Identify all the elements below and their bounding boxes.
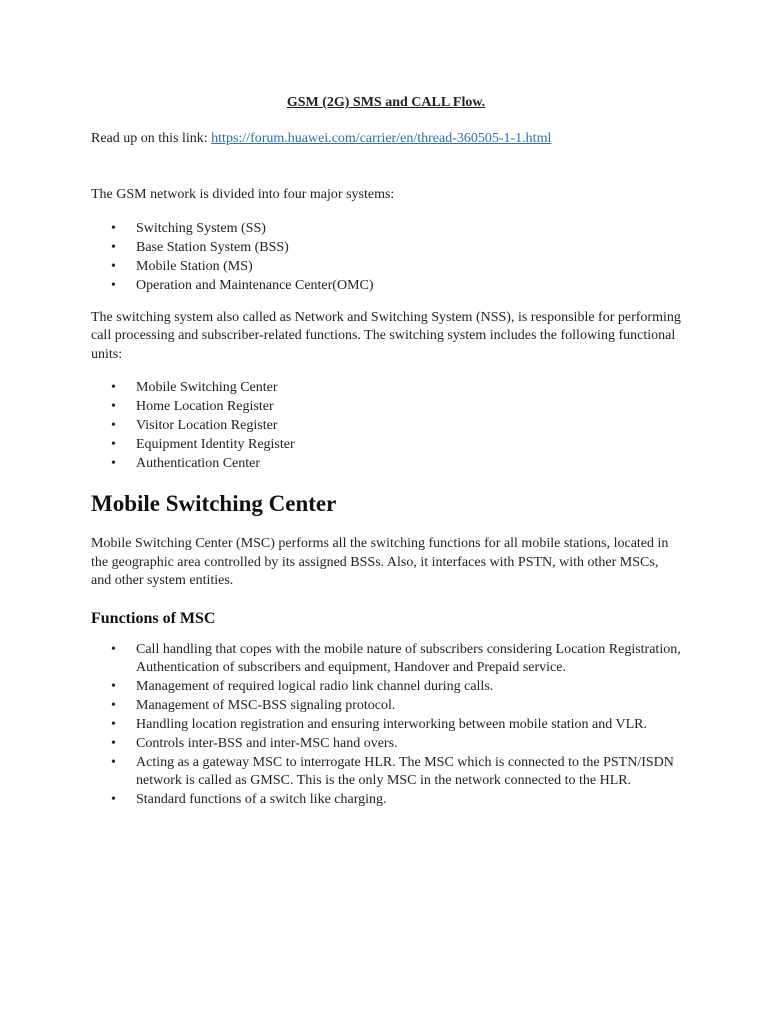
- msc-paragraph: Mobile Switching Center (MSC) performs all the switching functions for all mobile stations, located in the geographic area controlled by its assigned BSSs. Also, it interfaces with PSTN, with other MSCs, and other system entities.: [91, 536, 669, 588]
- intro-paragraph: The GSM network is divided into four major systems:: [91, 187, 395, 202]
- list-item: • Management of MSC-BSS signaling protocol.: [91, 697, 681, 715]
- list-item: • Acting as a gateway MSC to interrogate HLR. The MSC which is connected to the PSTN/ISDN network is called as GMSC. This is the only MSC in the network connected to the HLR.: [91, 754, 681, 790]
- list-item: • Standard functions of a switch like charging.: [91, 791, 681, 809]
- readup-prefix: Read up on this link:: [91, 130, 212, 146]
- list-item: • Mobile Station (MS): [91, 257, 681, 276]
- nss-paragraph: The switching system also called as Network and Switching System (NSS), is responsible for performing call processing and subscriber-related functions. The switching system includes the following functional units:: [91, 309, 681, 362]
- msc-heading: Mobile Switching Center: [91, 491, 337, 516]
- list-item: • Operation and Maintenance Center(OMC): [91, 276, 681, 295]
- list-item: • Visitor Location Register: [91, 416, 681, 435]
- list-item: • Authentication Center: [91, 454, 681, 473]
- spacer: [91, 148, 681, 186]
- list-item: • Management of required logical radio link channel during calls.: [91, 678, 681, 696]
- list-item: • Controls inter-BSS and inter-MSC hand overs.: [91, 735, 681, 753]
- list-item: • Handling location registration and ensuring interworking between mobile station and VLR.: [91, 716, 681, 734]
- list-item: • Base Station System (BSS): [91, 238, 681, 257]
- readup-line: [91, 130, 681, 149]
- list-item: • Call handling that copes with the mobile nature of subscribers considering Location Registration, Authentication of subscribers and equipment, Handover and Prepaid service.: [91, 641, 681, 677]
- document-page: [91, 94, 681, 823]
- list-item: • Equipment Identity Register: [91, 435, 681, 454]
- functions-list: [91, 641, 681, 809]
- list-item: • Home Location Register: [91, 397, 681, 416]
- systems-list: [91, 219, 681, 295]
- document-title: GSM (2G) SMS and CALL Flow.: [286, 95, 486, 110]
- units-list: [91, 378, 681, 473]
- forum-link[interactable]: https://forum.huawei.com/carrier/en/thread-360505-1-1.html: [211, 130, 552, 146]
- list-item: • Mobile Switching Center: [91, 378, 681, 397]
- functions-heading: Functions of MSC: [91, 609, 216, 627]
- list-item: • Switching System (SS): [91, 219, 681, 238]
